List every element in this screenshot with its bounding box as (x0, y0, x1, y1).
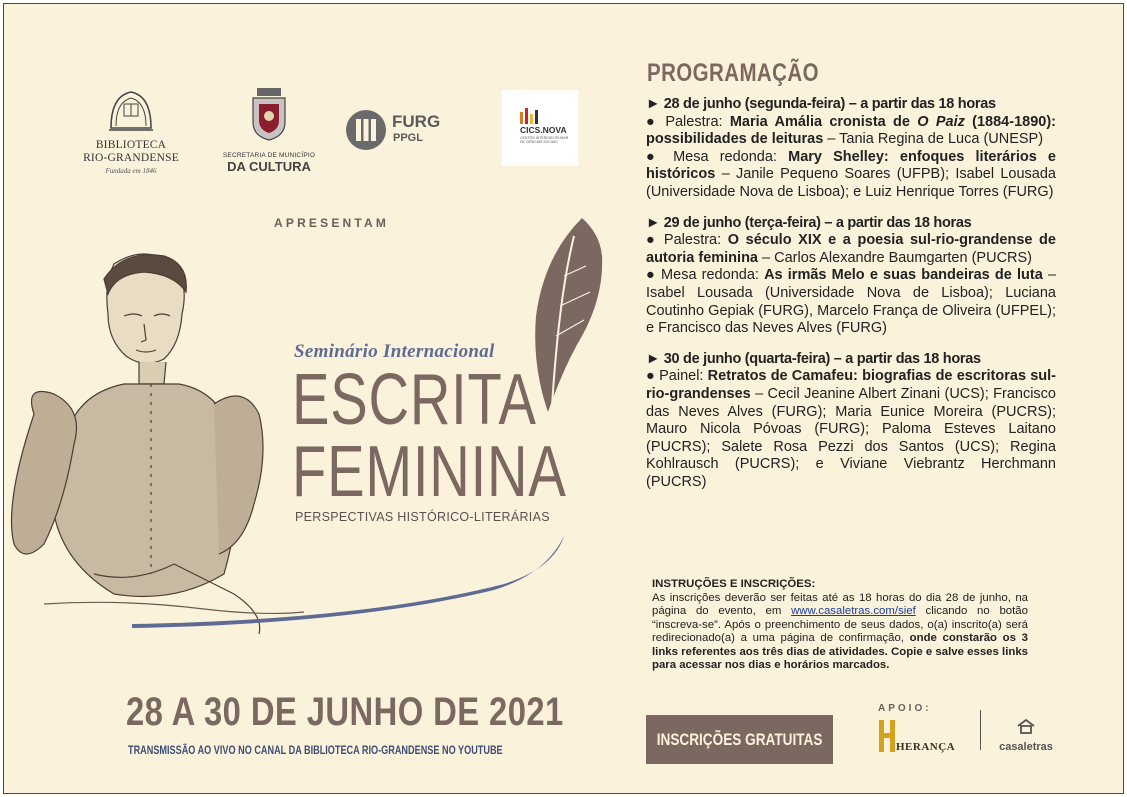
apresentam-label: APRESENTAM (274, 216, 390, 230)
session-speakers: – Carlos Alexandre Baumgarten (PUCRS) (758, 249, 1033, 266)
perspectivas-subtitle: PERSPECTIVAS HISTÓRICO-LITERÁRIAS (295, 510, 550, 524)
cics-logo (502, 90, 578, 166)
instructions-text-part1: As inscrições deverão ser feitas até as 18 horas do dia 28 de junho, na página do evento, em (652, 591, 1028, 617)
program-day-30 (646, 351, 1056, 492)
furg-name: FURG (392, 112, 441, 131)
heranca-h-icon (878, 718, 896, 754)
heranca-logo (878, 718, 970, 754)
casaletras-name: casaletras (999, 741, 1053, 753)
instructions-text-part2: clicando no botão “inscreva-se”. Após o preenchimento de seus dados, o(a) inscrito(a) será redirecionado(a) a uma página de confirmação, (652, 605, 1028, 644)
cultura-line1: SECRETARIA DE MUNICÍPIO (222, 152, 316, 159)
cultura-logo (214, 86, 324, 174)
day-heading: ► 29 de junho (terça-feira) – a partir das 18 horas (646, 214, 972, 231)
program-list (646, 96, 1056, 504)
session-speakers: – Isabel Lousada (Universidade Nova de Lisboa); Luciana Coutinho Gepiak (FURG), Marcelo França de Oliveira (UFPEL); e Francisco das Neves Alves (FURG) (646, 267, 1057, 337)
casaletras-logo (991, 718, 1061, 753)
cics-bars-icon (520, 106, 540, 124)
cics-name: CICS.NOVA (520, 125, 567, 135)
session-type: ● Mesa redonda: (646, 267, 765, 284)
heranca-name: HERANÇA (896, 741, 956, 753)
poster (3, 3, 1124, 794)
coat-of-arms-icon (247, 86, 291, 144)
session-title-cont: (1884-1890): possibilidades de leituras (646, 113, 1056, 148)
furg-logo (344, 108, 441, 157)
transmission-note: TRANSMISSÃO AO VIVO NO CANAL DA BIBLIOTECA RIO-GRANDENSE NO YOUTUBE (128, 743, 503, 757)
session-title-italic: O Paiz (917, 113, 965, 130)
biblioteca-logo (76, 88, 186, 175)
session-type: ● Painel: (646, 368, 708, 385)
session-painel (646, 368, 1056, 491)
biblioteca-emblem-icon (106, 88, 156, 134)
event-link[interactable]: www.casaletras.com/sief (791, 605, 916, 617)
furg-sub: PPGL (393, 132, 423, 144)
session-type: ● Palestra: (646, 113, 730, 130)
instructions-text (652, 592, 1028, 673)
session-title: Maria Amália cronista de (729, 113, 918, 130)
instructions-title: INSTRUÇÕES E INSCRIÇÕES: (652, 578, 816, 590)
event-dates: 28 A 30 DE JUNHO DE 2021 (126, 690, 564, 734)
session-title: As irmãs Melo e suas bandeiras de luta (764, 267, 1043, 284)
session-title: Retratos de Camafeu: biografias de escritoras sul-rio-grandenses (646, 368, 1056, 402)
free-registration-label: INSCRIÇÕES GRATUITAS (656, 729, 823, 749)
pen-stroke-swoosh (124, 524, 574, 634)
session-speakers: – Tania Regina de Luca (UNESP) (823, 131, 1044, 148)
instructions-text-bold: onde constarão os 3 links referentes aos três dias de atividades. Copie e salve esses links para acessar nos dias e horários marcados. (652, 632, 1028, 671)
session-title: Mary Shelley: enfoques literários e históricos (646, 148, 1056, 183)
session-type: ● Palestra: (646, 232, 728, 249)
cultura-line2: DA CULTURA (227, 159, 311, 174)
session-speakers: – Cecil Jeanine Albert Zinani (UCS); Francisco das Neves Alves (FURG); Maria Eunice Moreira (PUCRS); Mauro Nicola Póvoas (FURG); Paloma Esteves Laitano (PUCRS); Salete Rosa Pezzi dos Santos (UCS); Regina Kohlrausch (PUCRS); e Viviane Viebrantz Herchmann (PUCRS) (646, 385, 1056, 490)
biblioteca-name-line1: BIBLIOTECA (95, 139, 167, 151)
title-feminina: FEMININA (292, 432, 567, 512)
session-mesa-redonda (646, 267, 1056, 337)
session-speakers: – Janile Pequeno Soares (UFPB); Isabel Lousada (Universidade Nova de Lisboa); e Luiz Henrique Torres (FURG) (646, 166, 1056, 200)
biblioteca-name-line2: RIO-GRANDENSE (83, 152, 179, 164)
session-palestra (646, 232, 1056, 267)
day-heading: ► 30 de junho (quarta-feira) – a partir das 18 horas (646, 350, 981, 367)
instructions-block (652, 578, 1028, 673)
title-escrita: ESCRITA (292, 360, 537, 440)
program-title: PROGRAMAÇÃO (647, 59, 819, 87)
free-registration-button[interactable] (646, 715, 833, 764)
session-type: ● Mesa redonda: (646, 148, 789, 165)
furg-emblem-icon (344, 108, 388, 152)
support-divider (980, 710, 981, 750)
session-title: O século XIX e a poesia sul-rio-grandense de autoria feminina (646, 232, 1056, 266)
support-label: APOIO: (878, 703, 932, 714)
session-mesa-redonda (646, 149, 1056, 202)
day-heading: ► 28 de junho (segunda-feira) – a partir das 18 horas (646, 96, 996, 112)
house-icon (1016, 718, 1036, 734)
session-palestra (646, 114, 1056, 149)
cics-sub: CENTRO INTERDISCIPLINAR DE CIÊNCIAS SOCIAIS (520, 136, 569, 144)
biblioteca-founded: Fundada em 1846 (105, 167, 157, 175)
program-day-28 (646, 96, 1056, 202)
program-day-29 (646, 215, 1056, 338)
seminar-subtitle: Seminário Internacional (294, 341, 495, 362)
